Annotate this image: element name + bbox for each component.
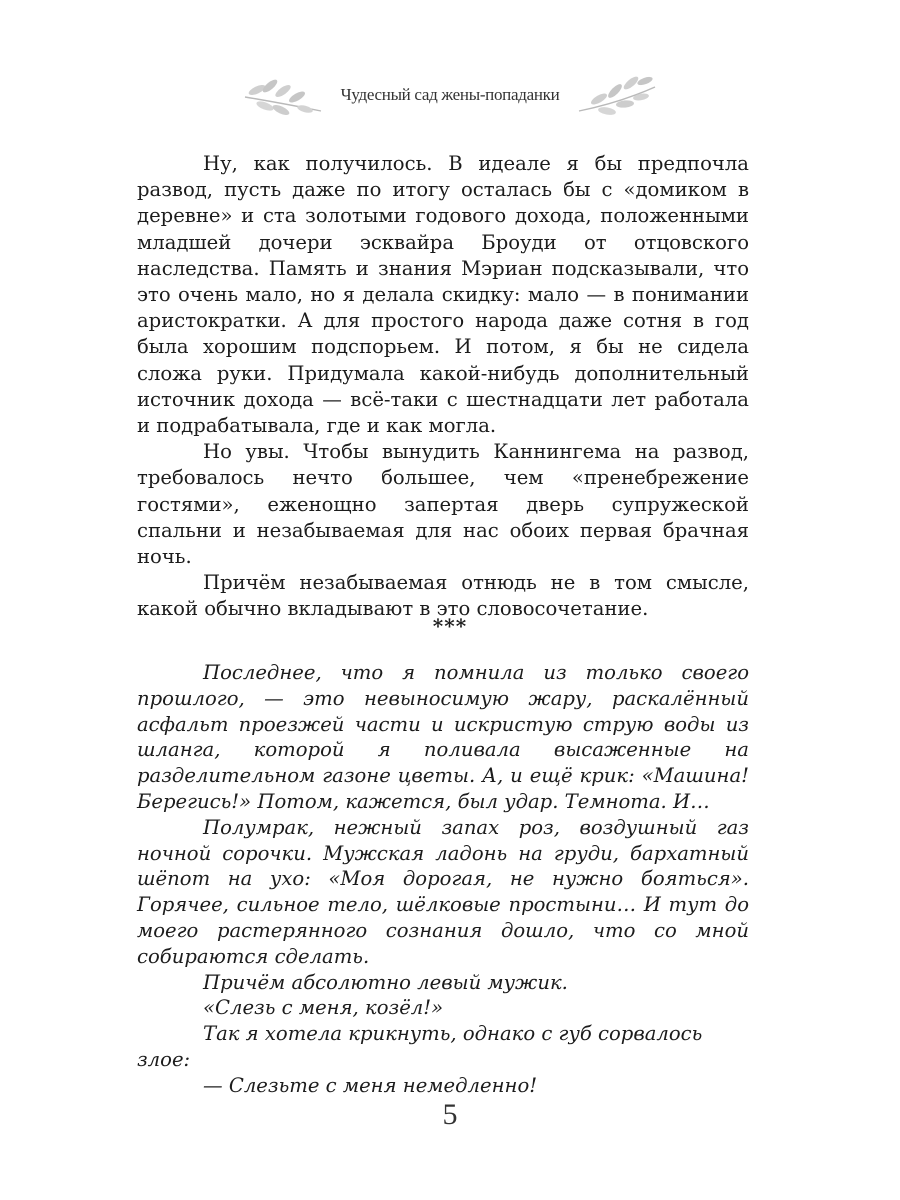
paragraph: Ну, как получилось. В идеале я бы предпочла развод, пусть даже по итогу осталась бы с «домиком в деревне» и ста золотыми годового дохода, положенными младшей дочери эсквайра Броуди от отцовского наследства. Память и знания Мэриан подсказывали, что это очень мало, но я делала скидку: мало — в понимании аристократки. А для простого народа даже сотня в год была хорошим подспорьем. И потом, я бы не сидела сложа руки. Придумала какой-нибудь дополнительный источник дохода — всё-таки с шестнадцати лет работала и подрабатывала, где и как могла. bbox=[137, 152, 749, 438]
italic-text bbox=[137, 660, 749, 1099]
paragraph: Но увы. Чтобы вынудить Каннингема на развод, требовалось нечто большее, чем «пренебрежение гостями», еженощно запертая дверь супружеской спальни и незабываемая для нас обоих первая брачная ночь. bbox=[137, 440, 749, 569]
section-separator: *** bbox=[432, 614, 468, 638]
italic-paragraph: Причём абсолютно левый мужик. bbox=[203, 970, 568, 994]
italic-paragraph: Последнее, что я помнила из только своего прошлого, — это невыносимую жару, раскалённый асфальт проезжей части и искристую струю воды из шланга, которой я поливала высаженные на разделительном газоне цветы. А, и ещё крик: «Машина! Берегись!» Потом, кажется, был удар. Темнота. И… bbox=[137, 661, 749, 813]
italic-paragraph: «Слезь с меня, козёл!» bbox=[203, 996, 444, 1020]
right-branch-ornament-icon bbox=[577, 73, 657, 117]
left-branch-ornament-icon bbox=[243, 73, 323, 117]
italic-paragraph: — Слезьте с меня немедленно! bbox=[203, 1073, 538, 1097]
main-text bbox=[137, 151, 749, 623]
paragraph: Причём незабываемая отнюдь не в том смысле, какой обычно вкладывают в это словосочетание. bbox=[137, 571, 749, 621]
running-header bbox=[0, 70, 900, 120]
page-number: 5 bbox=[442, 1098, 458, 1131]
italic-paragraph: Полумрак, нежный запах роз, воздушный газ ночной сорочки. Мужская ладонь на груди, бархатный шёпот на ухо: «Моя дорогая, не нужно бояться». Горячее, сильное тело, шёлковые простыни… И тут до моего растерянного сознания дошло, что со мной собираются сделать. bbox=[137, 815, 749, 968]
italic-paragraph: Так я хотела крикнуть, однако с губ сорвалось злое: bbox=[137, 1022, 703, 1071]
running-title: Чудесный сад жены-попаданки bbox=[340, 85, 560, 104]
